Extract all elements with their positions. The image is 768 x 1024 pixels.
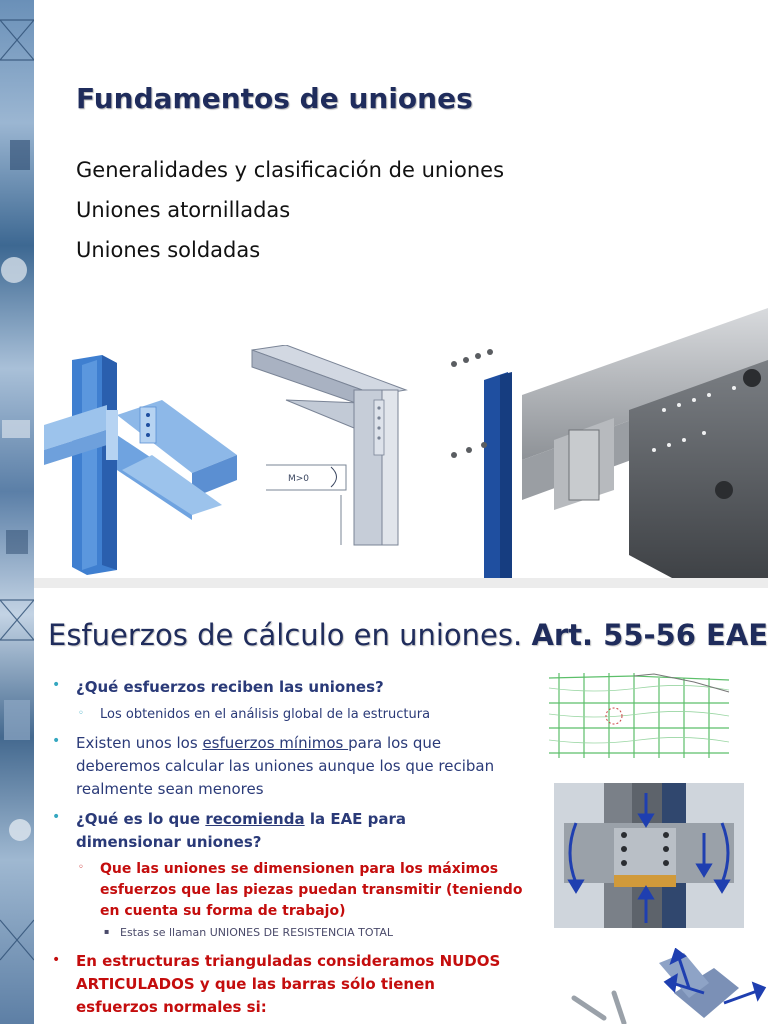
slide-divider (34, 578, 768, 588)
blue-beam-connection-illustration (42, 355, 242, 575)
frame-grid-illustration (544, 668, 734, 758)
sub-sub-bullet: ▪ (104, 927, 110, 936)
answer-maximos-esfuerzos: Que las uniones se dimensionen para los máximos esfuerzos que las piezas puedan transmitir (teniendo en cuenta su forma de trabajo) (100, 861, 523, 919)
slide-fundamentos (34, 0, 768, 578)
list-item-soldadas: Uniones soldadas (76, 238, 261, 262)
question-esfuerzos-uniones: ¿Qué esfuerzos reciben las uniones? (76, 678, 384, 696)
decorative-side-strip (0, 0, 34, 1024)
link-esfuerzos-minimos: esfuerzos mínimos (202, 734, 349, 752)
bullet-dot: • (52, 809, 61, 825)
slide2-title (48, 618, 768, 652)
list-item-atornilladas: Uniones atornilladas (76, 198, 291, 222)
bolted-steel-frame-illustration (414, 300, 768, 578)
sub-bullet-ring: ◦ (78, 862, 84, 873)
link-recomienda: recomienda (205, 810, 305, 828)
bullet-dot: • (52, 733, 61, 749)
note-resistencia-total: Estas se llaman UNIONES DE RESISTENCIA TOTAL (120, 926, 394, 939)
question-recomienda-eae: ¿Qué es lo que recomienda la EAE para dimensionar uniones? (76, 810, 407, 851)
truss-node-illustration (564, 948, 768, 1024)
list-item-generalidades: Generalidades y clasificación de uniones (76, 158, 505, 182)
slide-esfuerzos (34, 588, 768, 1024)
slide2-title-bold: Art. 55-56 EAE (531, 618, 768, 652)
bullet-dot: • (52, 677, 61, 693)
bullet-dot: • (52, 952, 61, 968)
steel-collage-image (0, 0, 34, 1024)
beam-column-moment-diagram (246, 345, 416, 550)
slide1-title: Fundamentos de uniones (76, 82, 473, 115)
column-connection-render (554, 783, 744, 928)
slide2-title-regular: Esfuerzos de cálculo en uniones. (48, 618, 523, 652)
answer-analisis-global: Los obtenidos en el análisis global de la estructura (100, 707, 431, 722)
text-esfuerzos-minimos: Existen unos los esfuerzos mínimos para los que deberemos calcular las uniones aunque los que reciban realmente sean menores (76, 734, 495, 798)
moment-label: M>0 (288, 474, 310, 484)
sub-bullet-ring: ◦ (78, 708, 84, 719)
text-nudos-articulados: En estructuras trianguladas consideramos NUDOS ARTICULADOS y que las barras sólo tienen esfuerzos normales si: (76, 952, 501, 1016)
